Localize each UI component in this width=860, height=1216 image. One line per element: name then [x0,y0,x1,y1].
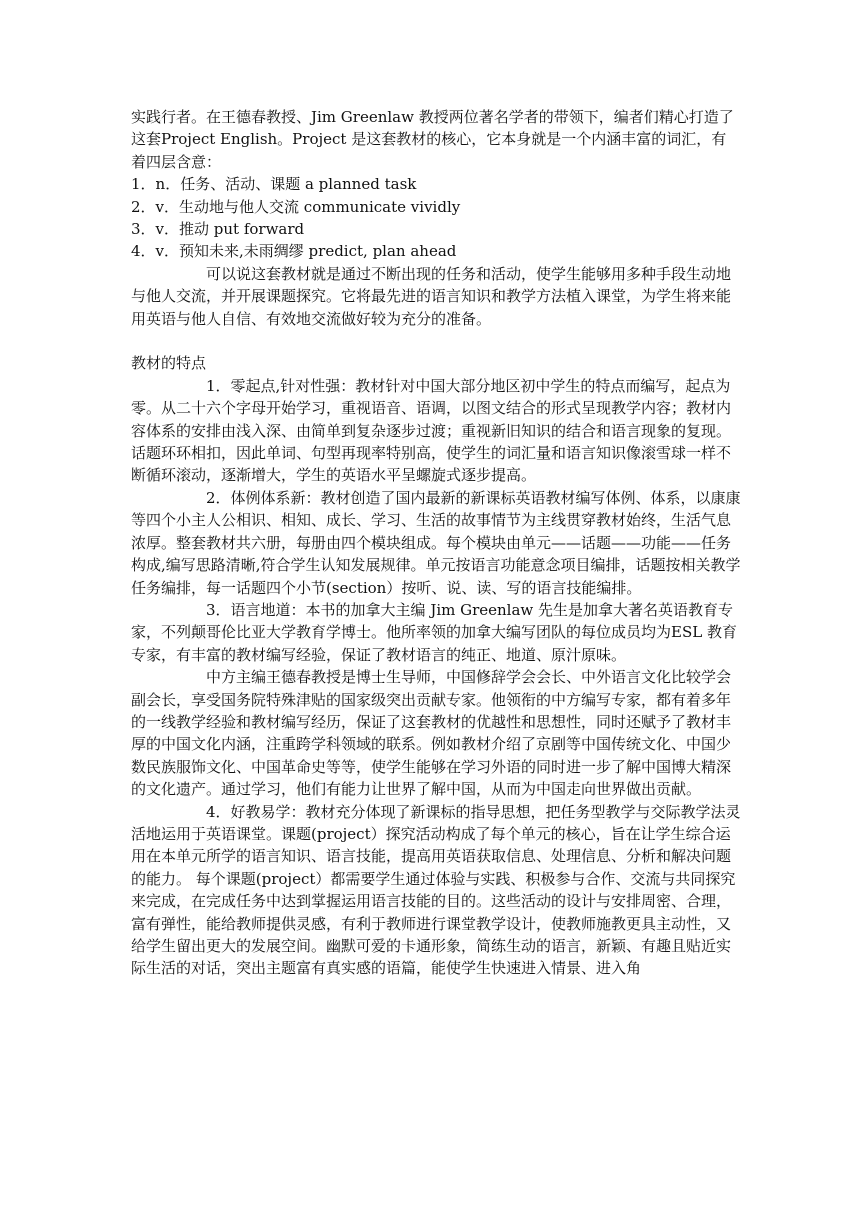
document-body [131,106,741,980]
meaning-item-3: 3．v．推动 put forward [131,220,305,239]
meaning-item-4: 4．v．预知未来,未雨绸缪 predict, plan ahead [131,242,457,261]
meaning-item-1: 1．n．任务、活动、课题 a planned task [131,175,417,194]
feature-easy-teaching: 4．好教易学：教材充分体现了新课标的指导思想，把任务型教学与交际教学法灵活地运用于英语课堂。课题(project）探究活动构成了每个单元的核心，旨在让学生综合运用在本单元所学的语言知识、语言技能，提高用英语获取信息、处理信息、分析和解决问题的能力。 每个课题(project）都需要学生通过体验与实践、积极参与合作、交流与共同探究来完成，在完成任务中达到掌握运用语言技能的目的。这些活动的设计与安排周密、合理，富有弹性，能给教师提供灵感，有利于教师进行课堂教学设计，使教师施教更具主动性，又给学生留出更大的发展空间。幽默可爱的卡通形象，简练生动的语言，新颖、有趣且贴近实际生活的对话，突出主题富有真实感的语篇，能使学生快速进入情景、进入角 [131,802,741,978]
features-heading: 教材的特点 [131,354,207,373]
feature-zero-start: 1．零起点,针对性强：教材针对中国大部分地区初中学生的特点而编写，起点为零。从二十六个字母开始学习，重视语音、语调，以图文结合的形式呈现教学内容；教材内容体系的安排由浅入深、由简单到复杂逐步过渡；重视新旧知识的结合和语言现象的复现。话题环环相扣，因此单词、句型再现率特别高，使学生的词汇量和语言知识像滚雪球一样不断循环滚动，逐渐增大，学生的英语水平呈螺旋式逐步提高。 [131,376,732,485]
meaning-item-2: 2．v．生动地与他人交流 communicate vividly [131,197,461,216]
feature-authentic-language: 3．语言地道：本书的加拿大主编 Jim Greenlaw 先生是加拿大著名英语教育专家，不列颠哥伦比亚大学教育学博士。他所率领的加拿大编写团队的每位成员均为ESL 教育专家，有丰富的教材编写经验，保证了教材语言的纯正、地道、原汁原味。 [131,600,737,664]
feature-chinese-editor: 中方主编王德春教授是博士生导师，中国修辞学会会长、中外语言文化比较学会副会长，享受国务院特殊津贴的国家级突出贡献专家。他领衔的中方编写专家，都有着多年的一线教学经验和教材编写经历，保证了这套教材的优越性和思想性，同时还赋予了教材丰厚的中国文化内涵，注重跨学科领域的联系。例如教材介绍了京剧等中国传统文化、中国少数民族服饰文化、中国革命史等等，使学生能够在学习外语的同时进一步了解中国博大精深的文化遗产。通过学习，他们有能力让世界了解中国，从而为中国走向世界做出贡献。 [131,668,732,799]
paragraph-gap [131,330,741,352]
intro-paragraph: 实践行者。在王德春教授、Jim Greenlaw 教授两位著名学者的带领下，编者们精心打造了这套Project English。Project 是这套教材的核心，它本身就是一个内涵丰富的词汇，有着四层含意： [131,108,734,171]
summary-paragraph: 可以说这套教材就是通过不断出现的任务和活动，使学生能够用多种手段生动地与他人交流，并开展课题探究。它将最先进的语言知识和教学方法植入课堂，为学生将来能用英语与他人自信、有效地交流做好较为充分的准备。 [131,264,732,328]
feature-new-system: 2．体例体系新：教材创造了国内最新的新课标英语教材编写体例、体系，以康康等四个小主人公相识、相知、成长、学习、生活的故事情节为主线贯穿教材始终，生活气息浓厚。整套教材共六册，每册由四个模块组成。每个模块由单元——话题——功能——任务构成,编写思路清晰,符合学生认知发展规律。单元按语言功能意念项目编排，话题按相关教学任务编排，每一话题四个小节(section）按听、说、读、写的语言技能编排。 [131,488,741,597]
